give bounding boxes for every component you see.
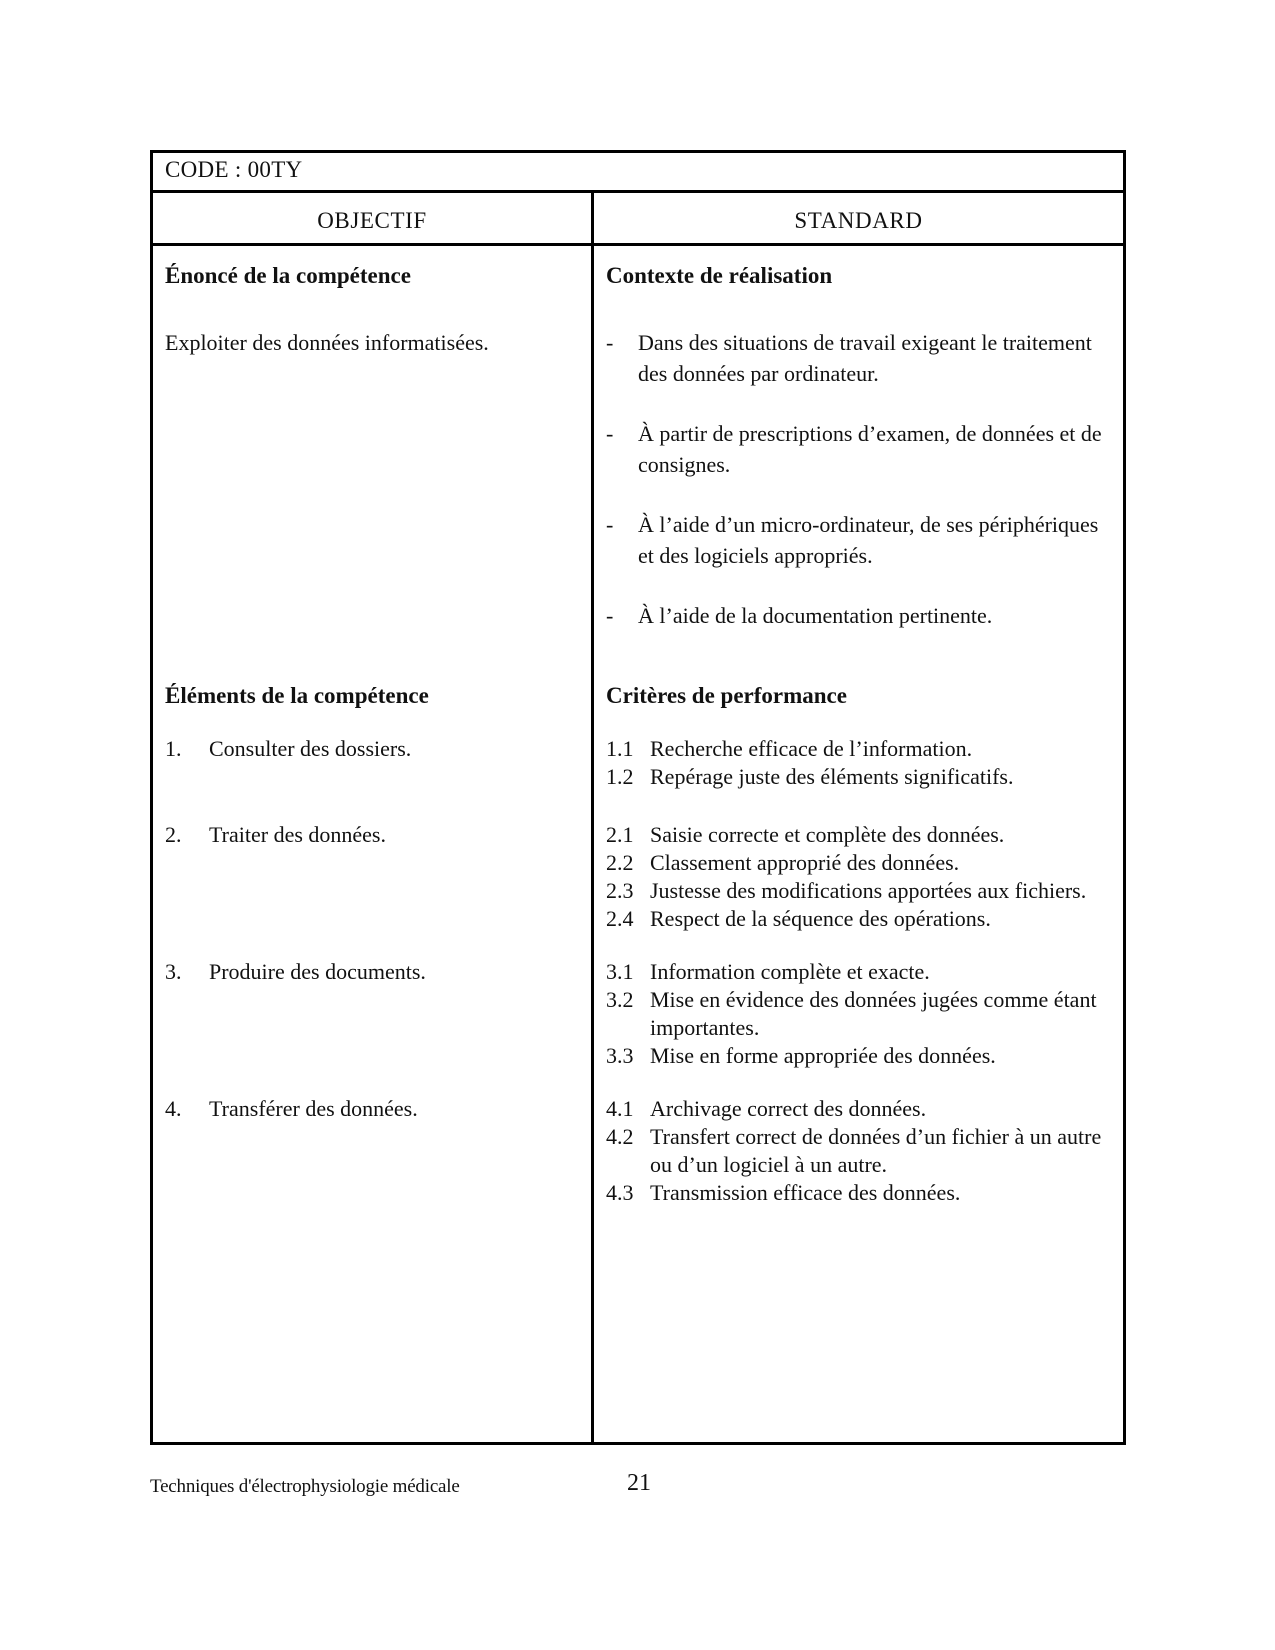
criteres-group-1 — [606, 735, 1116, 791]
critere-number: 4.1 — [606, 1096, 634, 1121]
element-text: Traiter des données. — [209, 822, 386, 847]
column-header-divider — [153, 243, 1123, 246]
critere-text: Respect de la séquence des opérations. — [650, 906, 991, 931]
footer-program-name: Techniques d'électrophysiologie médicale — [150, 1476, 460, 1497]
critere-text: Repérage juste des éléments significatifs. — [650, 764, 1014, 789]
critere-number: 3.2 — [606, 987, 634, 1012]
element-number: 4. — [165, 1096, 182, 1121]
contexte-list — [606, 327, 1111, 660]
critere-item — [606, 905, 1116, 933]
criteres-group-4 — [606, 1095, 1116, 1207]
contexte-item — [606, 509, 1111, 571]
critere-text: Mise en évidence des données jugées comme étant importantes. — [650, 987, 1097, 1040]
critere-text: Mise en forme appropriée des données. — [650, 1043, 996, 1068]
contexte-heading: Contexte de réalisation — [606, 263, 833, 288]
critere-number: 2.1 — [606, 822, 634, 847]
contexte-item — [606, 418, 1111, 480]
element-number: 1. — [165, 736, 182, 761]
criteres-group-2 — [606, 821, 1116, 933]
element-text: Transférer des données. — [209, 1096, 418, 1121]
element-item — [165, 735, 565, 763]
critere-item — [606, 821, 1116, 849]
critere-text: Recherche efficace de l’information. — [650, 736, 973, 761]
column-divider — [591, 191, 594, 1442]
critere-number: 1.1 — [606, 736, 634, 761]
critere-item — [606, 849, 1116, 877]
competency-table — [150, 150, 1126, 1445]
critere-number: 3.1 — [606, 959, 634, 984]
critere-number: 1.2 — [606, 764, 634, 789]
critere-item — [606, 986, 1116, 1042]
element-number: 3. — [165, 959, 182, 984]
contexte-item-text: À l’aide de la documentation pertinente. — [638, 603, 993, 628]
critere-number: 3.3 — [606, 1043, 634, 1068]
critere-item — [606, 1042, 1116, 1070]
dash-marker: - — [606, 421, 614, 446]
criteres-heading: Critères de performance — [606, 683, 847, 708]
critere-text: Information complète et exacte. — [650, 959, 930, 984]
critere-text: Saisie correcte et complète des données. — [650, 822, 1005, 847]
critere-number: 4.2 — [606, 1124, 634, 1149]
critere-item — [606, 735, 1116, 763]
page-number: 21 — [627, 1470, 651, 1496]
critere-item — [606, 958, 1116, 986]
element-item — [165, 958, 565, 986]
critere-text: Transfert correct de données d’un fichier à un autre ou d’un logiciel à un autre. — [650, 1124, 1102, 1177]
contexte-item — [606, 327, 1111, 389]
critere-text: Archivage correct des données. — [650, 1096, 927, 1121]
critere-item — [606, 763, 1116, 791]
contexte-item-text: À partir de prescriptions d’examen, de données et de consignes. — [638, 421, 1102, 477]
element-item — [165, 821, 565, 849]
criteres-group-3 — [606, 958, 1116, 1070]
critere-number: 4.3 — [606, 1180, 634, 1205]
contexte-item — [606, 600, 1111, 631]
critere-item — [606, 1123, 1116, 1179]
contexte-item-text: À l’aide d’un micro-ordinateur, de ses périphériques et des logiciels appropriés. — [638, 512, 1099, 568]
dash-marker: - — [606, 512, 614, 537]
enonce-text: Exploiter des données informatisées. — [165, 330, 489, 355]
column-header-objectif: OBJECTIF — [317, 208, 427, 233]
critere-text: Transmission efficace des données. — [650, 1180, 961, 1205]
element-number: 2. — [165, 822, 182, 847]
element-text: Produire des documents. — [209, 959, 426, 984]
critere-number: 2.3 — [606, 878, 634, 903]
critere-text: Justesse des modifications apportées aux fichiers. — [650, 878, 1087, 903]
critere-item — [606, 1179, 1116, 1207]
elements-heading: Éléments de la compétence — [165, 683, 429, 708]
critere-number: 2.2 — [606, 850, 634, 875]
element-item — [165, 1095, 565, 1123]
column-header-standard: STANDARD — [794, 208, 923, 233]
contexte-item-text: Dans des situations de travail exigeant le traitement des données par ordinateur. — [638, 330, 1092, 386]
critere-text: Classement approprié des données. — [650, 850, 960, 875]
dash-marker: - — [606, 330, 614, 355]
code-label: CODE : 00TY — [165, 157, 303, 182]
critere-number: 2.4 — [606, 906, 634, 931]
critere-item — [606, 1095, 1116, 1123]
dash-marker: - — [606, 603, 614, 628]
enonce-heading: Énoncé de la compétence — [165, 263, 411, 288]
critere-item — [606, 877, 1116, 905]
element-text: Consulter des dossiers. — [209, 736, 412, 761]
